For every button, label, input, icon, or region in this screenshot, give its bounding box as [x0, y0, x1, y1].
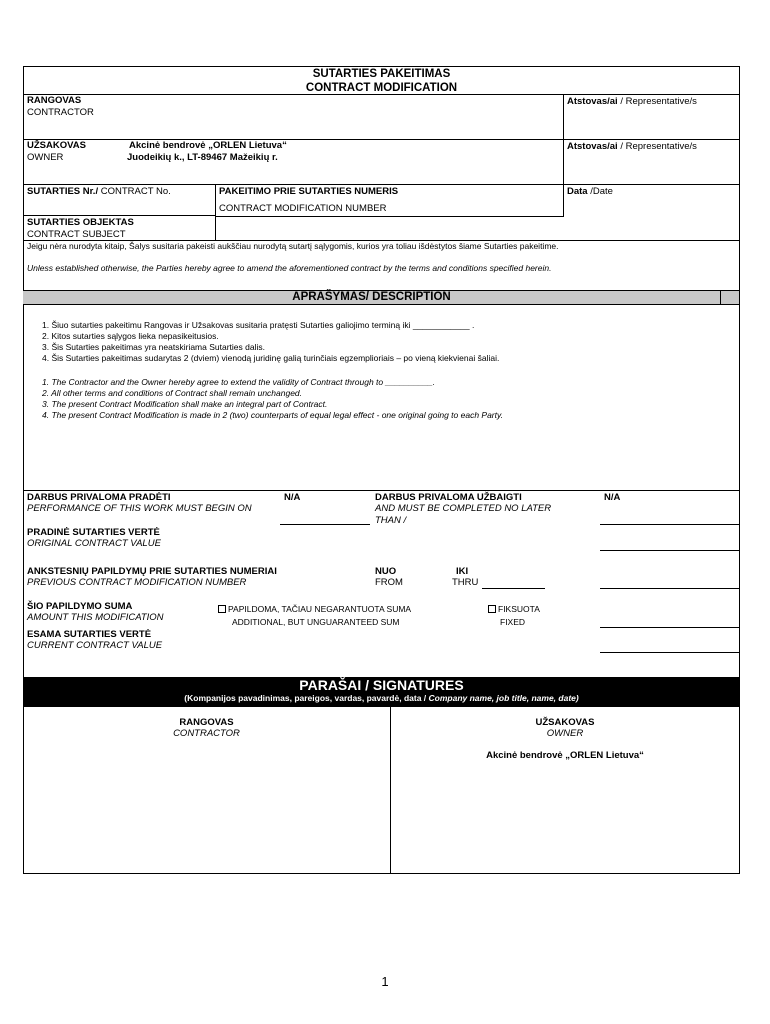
to-label-en: THRU: [452, 577, 479, 588]
amount-label: ŠIO PAPILDYMO SUMA: [27, 601, 133, 612]
title-en: CONTRACT MODIFICATION: [305, 82, 458, 94]
form-title: [23, 67, 740, 95]
previous-mod-label: ANKSTESNIŲ PAPILDYMŲ PRIE SUTARTIES NUMERIAI: [27, 566, 277, 577]
modification-number-label: PAKEITIMO PRIE SUTARTIES NUMERIS: [219, 186, 399, 197]
contract-number-label: SUTARTIES Nr./ CONTRACT No.: [27, 186, 171, 197]
signatures-heading: PARAŠAI / SIGNATURES: [299, 677, 464, 693]
current-value-field[interactable]: [600, 652, 740, 653]
list-item: 2. Kitos sutarties sąlygos lieka nepasikeitusios.: [42, 331, 219, 341]
owner-label-en: OWNER: [27, 152, 64, 163]
amount-label-en: AMOUNT THIS MODIFICATION: [27, 612, 164, 623]
begin-value: N/A: [284, 492, 301, 503]
complete-label-en-2: THAN /: [375, 515, 407, 526]
original-value-label-en: ORIGINAL CONTRACT VALUE: [27, 538, 161, 549]
list-item: 1. The Contractor and the Owner hereby agree to extend the validity of Contract through to __________.: [42, 377, 436, 387]
complete-label-en-1: AND MUST BE COMPLETED NO LATER: [375, 503, 552, 514]
list-item: 4. Šis Sutarties pakeitimas sudarytas 2 (dviem) vienodą juridinę galią turinčiais egzemplioriais – po vieną kiekvienai šaliai.: [42, 353, 500, 363]
subject-text-lt: Jeigu nėra nurodyta kitaip, Šalys susitaria pakeisti aukščiau nurodytą sutartį sąlygomis, kurios yra toliau išdėstytos šiame Sutarties pakeitime.: [27, 241, 559, 251]
list-item: 1. Šiuo sutarties pakeitimu Rangovas ir Užsakovas susitaria pratęsti Sutarties galiojimo terminą iki ____________ .: [42, 320, 475, 330]
subject-text-en: Unless established otherwise, the Parties hereby agree to amend the aforementioned contract by the terms and conditions specified herein.: [27, 263, 552, 273]
list-item: 2. All other terms and conditions of Contract shall remain unchanged.: [42, 388, 303, 398]
owner-address: Juodeikių k., LT-89467 Mažeikių r.: [127, 152, 278, 163]
original-value-field[interactable]: [600, 550, 740, 551]
owner-representative: Atstovas/ai / Representative/s: [567, 141, 697, 152]
from-label: NUO: [375, 566, 397, 577]
previous-mod-field[interactable]: [600, 588, 740, 589]
modification-number-label-en: CONTRACT MODIFICATION NUMBER: [219, 203, 387, 214]
list-item: 3. Šis Sutarties pakeitimas yra neatskiriama Sutarties dalis.: [42, 342, 265, 352]
option-fixed[interactable]: FIKSUOTA: [488, 604, 540, 615]
current-value-label-en: CURRENT CONTRACT VALUE: [27, 640, 163, 651]
sign-owner-company: Akcinė bendrovė „ORLEN Lietuva“: [486, 750, 644, 761]
subject-label-en: CONTRACT SUBJECT: [27, 229, 126, 240]
begin-field[interactable]: [280, 524, 370, 525]
list-item: 3. The present Contract Modification shall make an integral part of Contract.: [42, 399, 328, 409]
sign-contractor-label-en: CONTRACTOR: [173, 728, 240, 739]
amount-field[interactable]: [600, 627, 740, 628]
to-label: IKI: [456, 566, 469, 577]
owner-label: UŽSAKOVAS: [27, 140, 86, 151]
page-number: 1: [381, 974, 389, 989]
sign-contractor-label: RANGOVAS: [179, 717, 234, 728]
description-heading: APRAŠYMAS/ DESCRIPTION: [292, 291, 451, 303]
begin-label: DARBUS PRIVALOMA PRADĖTI: [27, 492, 171, 503]
sign-owner-label: UŽSAKOVAS: [535, 717, 595, 728]
contractor-label: RANGOVAS: [27, 95, 82, 106]
description-items-en: [42, 377, 503, 421]
description-items-lt: [42, 320, 499, 364]
list-item: 4. The present Contract Modification is made in 2 (two) counterparts of equal legal effect - one original going to each Party.: [42, 410, 503, 420]
signatures-subheading: (Kompanijos pavadinimas, pareigos, vardas, pavardė, data / Company name, job title, name, date): [184, 693, 579, 703]
complete-value: N/A: [604, 492, 621, 503]
current-value-label: ESAMA SUTARTIES VERTĖ: [27, 629, 152, 640]
option-unguaranteed[interactable]: PAPILDOMA, TAČIAU NEGARANTUOTA SUMA: [218, 604, 411, 615]
sign-owner-label-en: OWNER: [546, 728, 584, 739]
option-fixed-en: FIXED: [500, 617, 526, 627]
subject-label: SUTARTIES OBJEKTAS: [27, 217, 134, 228]
contractor-representative: Atstovas/ai / Representative/s: [567, 96, 697, 107]
title-lt: SUTARTIES PAKEITIMAS: [312, 68, 451, 80]
to-field[interactable]: [482, 588, 545, 589]
option-unguaranteed-en: ADDITIONAL, BUT UNGUARANTEED SUM: [232, 617, 400, 627]
complete-field[interactable]: [600, 524, 740, 525]
complete-label: DARBUS PRIVALOMA UŽBAIGTI: [375, 492, 522, 503]
previous-mod-label-en: PREVIOUS CONTRACT MODIFICATION NUMBER: [27, 577, 247, 588]
contractor-label-en: CONTRACTOR: [27, 107, 94, 118]
from-label-en: FROM: [375, 577, 403, 588]
original-value-label: PRADINĖ SUTARTIES VERTĖ: [27, 527, 160, 538]
owner-company: Akcinė bendrovė „ORLEN Lietuva“: [129, 140, 287, 151]
date-label: Data /Date: [567, 186, 613, 197]
checkbox-unguaranteed[interactable]: [218, 605, 226, 613]
checkbox-fixed[interactable]: [488, 605, 496, 613]
begin-label-en: PERFORMANCE OF THIS WORK MUST BEGIN ON: [27, 503, 252, 514]
